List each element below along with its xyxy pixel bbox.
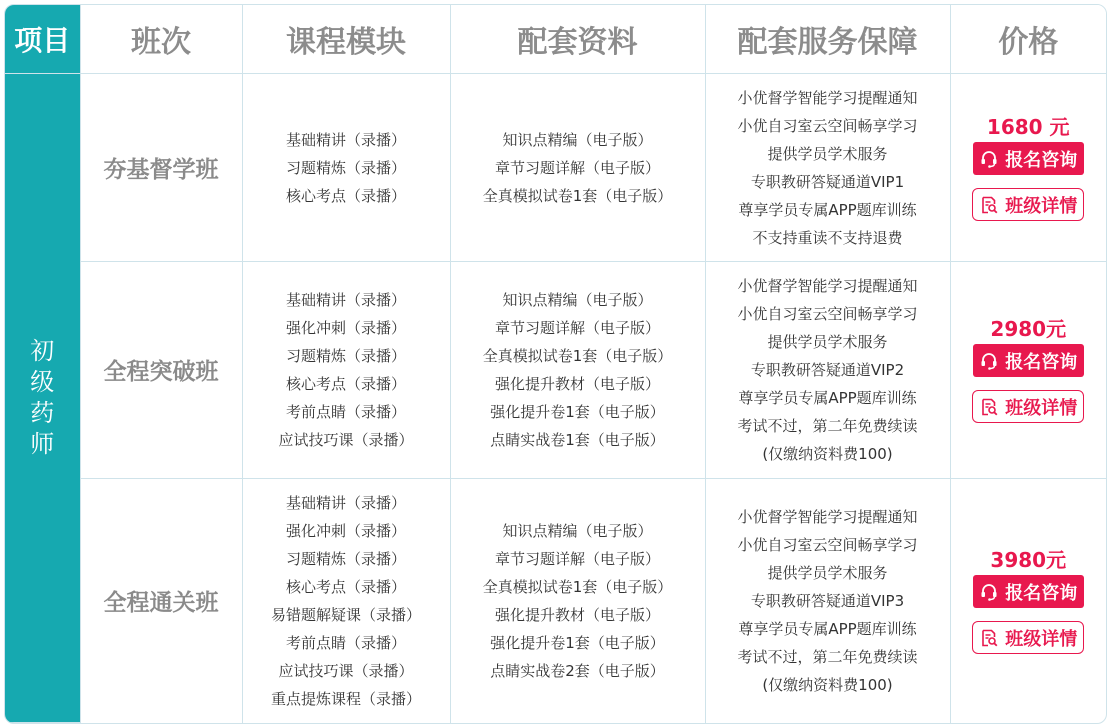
service-item: 提供学员学术服务: [767, 144, 888, 163]
service-item: 小优自习室云空间畅享学习: [737, 535, 918, 554]
modules-cell: [242, 74, 450, 262]
price-label: 1680 元: [986, 115, 1070, 140]
class-detail-button[interactable]: [972, 390, 1084, 423]
subject-cell: [5, 74, 80, 723]
subject-label: 初级药师: [30, 337, 55, 458]
material-item: 强化提升卷1套（电子版）: [490, 633, 665, 652]
module-item: 强化冲刺（录播）: [285, 521, 406, 540]
materials-list: [451, 286, 705, 454]
material-item: 强化提升卷1套（电子版）: [490, 402, 665, 421]
service-item: 小优自习室云空间畅享学习: [737, 304, 918, 323]
class-name: 全程突破班: [80, 262, 242, 478]
table-row: [5, 478, 1106, 722]
price-label: 3980元: [990, 548, 1067, 573]
service-item: 小优自习室云空间畅享学习: [737, 116, 918, 135]
header-modules: 课程模块: [242, 5, 450, 74]
service-item: 专职教研答疑通道VIP3: [750, 591, 905, 610]
material-item: 知识点精编（电子版）: [502, 521, 653, 540]
service-item: 尊享学员专属APP题库训练: [738, 200, 917, 219]
material-item: 强化提升教材（电子版）: [494, 374, 660, 393]
material-item: 强化提升教材（电子版）: [494, 605, 660, 624]
class-detail-button[interactable]: [972, 621, 1084, 654]
modules-cell: [242, 262, 450, 478]
header-project: 项目: [5, 5, 80, 74]
module-item: 强化冲刺（录播）: [285, 318, 406, 337]
module-item: 核心考点（录播）: [285, 577, 406, 596]
modules-list: [243, 489, 450, 713]
service-item: 专职教研答疑通道VIP2: [750, 360, 905, 379]
module-item: 核心考点（录播）: [285, 186, 406, 205]
course-table-card: [4, 4, 1107, 724]
modules-cell: [242, 478, 450, 722]
module-item: 习题精炼（录播）: [285, 158, 406, 177]
module-item: 核心考点（录播）: [285, 374, 406, 393]
header-class: 班次: [80, 5, 242, 74]
service-item: 提供学员学术服务: [767, 563, 888, 582]
material-item: 知识点精编（电子版）: [502, 290, 653, 309]
service-item: (仅缴纳资料费100): [762, 444, 893, 463]
document-search-icon: [979, 628, 999, 648]
service-item: 小优督学智能学习提醒通知: [737, 276, 918, 295]
services-list: [706, 503, 950, 699]
table-row: [5, 74, 1106, 262]
materials-list: [451, 517, 705, 685]
service-item: 不支持重读不支持退费: [752, 228, 903, 247]
class-detail-button[interactable]: [972, 188, 1084, 221]
module-item: 习题精炼（录播）: [285, 346, 406, 365]
price-cell: [950, 74, 1106, 262]
service-item: 小优督学智能学习提醒通知: [737, 507, 918, 526]
materials-cell: [450, 478, 705, 722]
class-detail-button-label: 班级详情: [1005, 628, 1078, 650]
service-item: 尊享学员专属APP题库训练: [738, 619, 917, 638]
module-item: 基础精讲（录播）: [285, 493, 406, 512]
document-search-icon: [979, 397, 999, 417]
materials-list: [451, 126, 705, 210]
materials-cell: [450, 262, 705, 478]
module-item: 考前点睛（录播）: [285, 633, 406, 652]
material-item: 全真模拟试卷1套（电子版）: [482, 577, 673, 596]
module-item: 易错题解疑课（录播）: [270, 605, 421, 624]
module-item: 重点提炼课程（录播）: [270, 689, 421, 708]
headset-icon: [979, 582, 999, 602]
header-services: 配套服务保障: [705, 5, 950, 74]
services-cell: [705, 478, 950, 722]
class-name: 全程通关班: [80, 478, 242, 722]
module-item: 习题精炼（录播）: [285, 549, 406, 568]
service-item: 提供学员学术服务: [767, 332, 888, 351]
material-item: 知识点精编（电子版）: [502, 130, 653, 149]
service-item: 考试不过，第二年免费续读: [737, 416, 918, 435]
module-item: 基础精讲（录播）: [285, 130, 406, 149]
service-item: 专职教研答疑通道VIP1: [750, 172, 905, 191]
service-item: 小优督学智能学习提醒通知: [737, 88, 918, 107]
table-row: [5, 262, 1106, 478]
consult-button[interactable]: [973, 575, 1084, 608]
material-item: 章节习题详解（电子版）: [494, 158, 660, 177]
modules-list: [243, 126, 450, 210]
modules-list: [243, 286, 450, 454]
services-list: [706, 84, 950, 252]
module-item: 考前点睛（录播）: [285, 402, 406, 421]
header-materials: 配套资料: [450, 5, 705, 74]
header-price: 价格: [950, 5, 1106, 74]
header-row: [5, 5, 1106, 74]
material-item: 全真模拟试卷1套（电子版）: [482, 346, 673, 365]
consult-button[interactable]: [973, 344, 1084, 377]
consult-button-label: 报名咨询: [1005, 149, 1078, 171]
consult-button-label: 报名咨询: [1005, 582, 1078, 604]
headset-icon: [979, 149, 999, 169]
services-cell: [705, 262, 950, 478]
headset-icon: [979, 351, 999, 371]
module-item: 基础精讲（录播）: [285, 290, 406, 309]
class-detail-button-label: 班级详情: [1005, 195, 1078, 217]
class-name: 夯基督学班: [80, 74, 242, 262]
materials-cell: [450, 74, 705, 262]
course-table: [5, 5, 1106, 723]
material-item: 章节习题详解（电子版）: [494, 549, 660, 568]
service-item: (仅缴纳资料费100): [762, 675, 893, 694]
class-detail-button-label: 班级详情: [1005, 397, 1078, 419]
material-item: 点睛实战卷2套（电子版）: [490, 661, 665, 680]
module-item: 应试技巧课（录播）: [278, 661, 414, 680]
material-item: 章节习题详解（电子版）: [494, 318, 660, 337]
price-cell: [950, 262, 1106, 478]
services-list: [706, 272, 950, 468]
consult-button[interactable]: [973, 142, 1084, 175]
service-item: 尊享学员专属APP题库训练: [738, 388, 917, 407]
price-cell: [950, 478, 1106, 722]
price-label: 2980元: [990, 317, 1067, 342]
consult-button-label: 报名咨询: [1005, 351, 1078, 373]
document-search-icon: [979, 195, 999, 215]
material-item: 点睛实战卷1套（电子版）: [490, 430, 665, 449]
material-item: 全真模拟试卷1套（电子版）: [482, 186, 673, 205]
services-cell: [705, 74, 950, 262]
module-item: 应试技巧课（录播）: [278, 430, 414, 449]
service-item: 考试不过，第二年免费续读: [737, 647, 918, 666]
